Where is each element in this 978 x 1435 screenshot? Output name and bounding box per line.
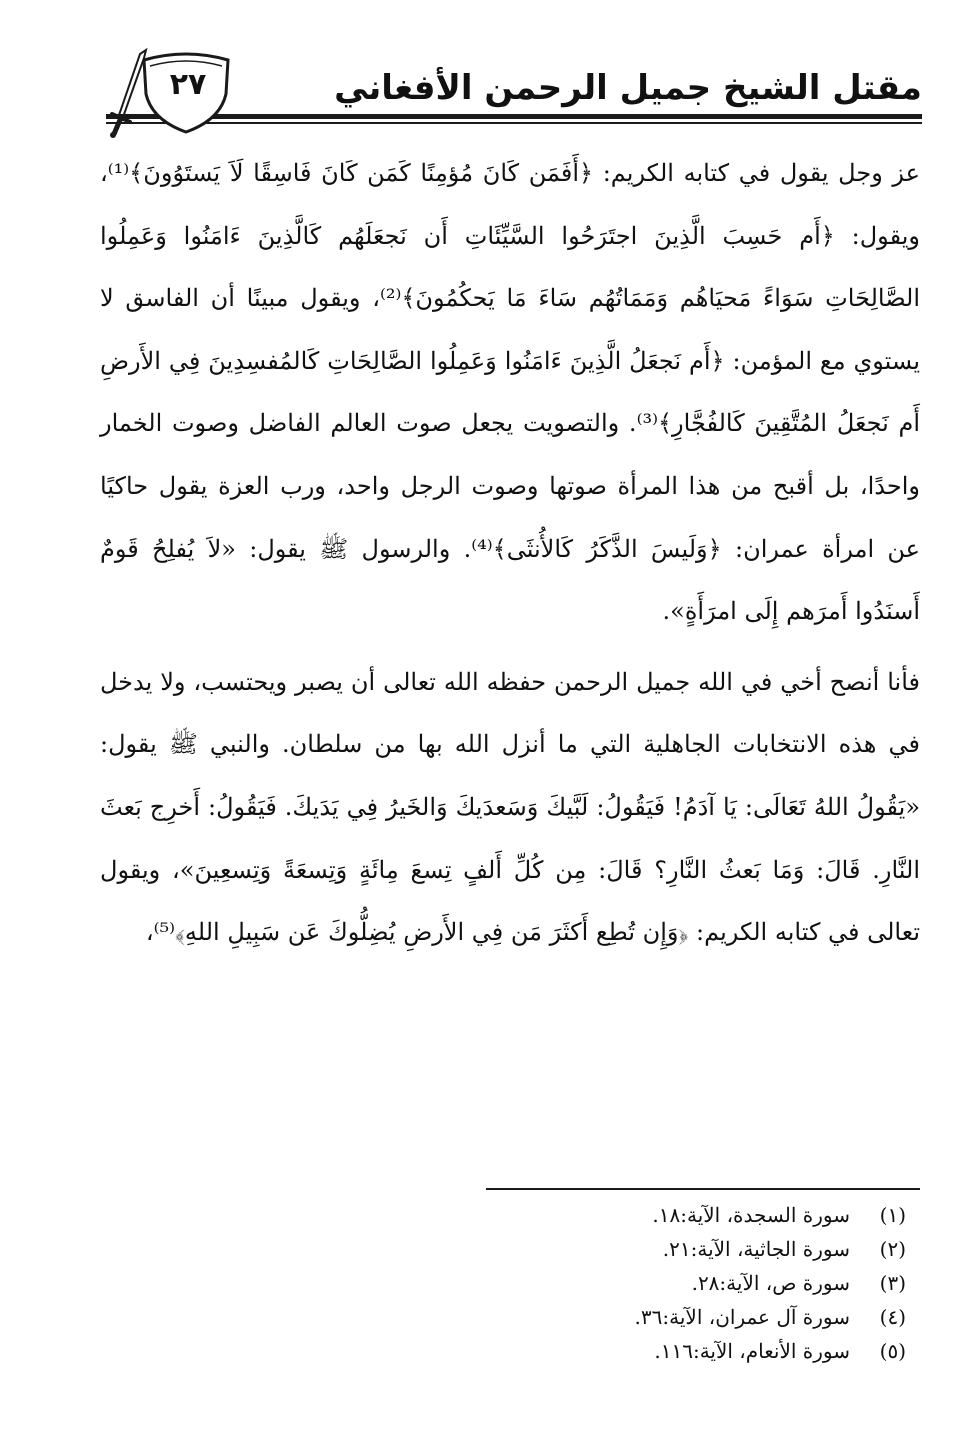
footnote: [486, 1198, 906, 1232]
footnotes-list: [486, 1198, 906, 1368]
footnote-text: سورة آل عمران، الآية:٣٦.: [634, 1305, 850, 1329]
page-number: ٢٧: [169, 67, 207, 102]
footnote: [486, 1266, 906, 1300]
footnote-text: سورة ص، الآية:٢٨.: [691, 1271, 850, 1295]
footnote-number: (٤): [879, 1305, 906, 1329]
footnote-separator: [486, 1188, 920, 1190]
footnote-text: سورة الأنعام، الآية:١١٦.: [654, 1339, 850, 1363]
page-number-badge: [140, 50, 232, 136]
paragraph: عز وجل يقول في كتابه الكريم: ﴿أَفَمَن كَانَ مُؤمِنًا كَمَن كَانَ فَاسِقًا لَاَ يَستَوُونَ﴾⁽¹⁾، ويقول: ﴿أَم حَسِبَ الَّذِينَ اجتَرَحُوا السَّيِّئَاتِ أَن نَجعَلَهُم كَالَّذِينَ ءَامَنُوا وَعَمِلُوا الصَّالِحَاتِ سَوَاءً مَحيَاهُم وَمَمَاتُهُم سَاءَ مَا يَحكُمُونَ﴾⁽²⁾، ويقول مبينًا أن الفاسق لا يستوي مع المؤمن: ﴿أَم نَجعَلُ الَّذِينَ ءَامَنُوا وَعَمِلُوا الصَّالِحَاتِ كَالمُفسِدِينَ فِي الأَرضِ أَم نَجعَلُ المُتَّقِينَ كَالفُجَّارِ﴾⁽³⁾. والتصويت يجعل صوت العالم الفاضل وصوت الخمار واحدًا، بل أقبح من هذا المرأة صوتها وصوت الرجل واحد، ورب العزة يقول حاكيًا عن امرأة عمران: ﴿وَلَيسَ الذَّكَرُ كَالأُنثَى﴾⁽⁴⁾. والرسول ﷺ يقول: «لاَ يُفلِحُ قَومٌ أَسنَدُوا أَمرَهم إِلَى امرَأَةٍ».: [100, 159, 921, 626]
main-text: [100, 142, 920, 964]
paragraph: فأنا أنصح أخي في الله جميل الرحمن حفظه الله تعالى أن يصبر ويحتسب، ولا يدخل في هذه الانتخابات الجاهلية التي ما أنزل الله بها من سلطان. والنبي ﷺ يقول: «يَقُولُ اللهُ تَعَالَى: يَا آدَمُ! فَيَقُولُ: لَبَّيكَ وَسَعدَيكَ وَالخَيرُ فِي يَدَيكَ. فَيَقُولُ: أَخرِج بَعثَ النَّارِ. قَالَ: وَمَا بَعثُ النَّارِ؟ قَالَ: مِن كُلِّ أَلفٍ تِسعَ مِائَةٍ وَتِسعَةً وَتِسعِينَ»، ويقول تعالى في كتابه الكريم: ﴿وَإِن تُطِع أَكثَرَ مَن فِي الأَرضِ يُضِلُّوكَ عَن سَبِيلِ اللهِ﴾⁽⁵⁾،: [100, 667, 920, 947]
footnote-number: (٥): [879, 1339, 906, 1363]
footnote-number: (٢): [879, 1237, 906, 1261]
footnote-number: (٣): [879, 1271, 906, 1295]
running-header: [100, 48, 922, 138]
footnote: [486, 1334, 906, 1368]
footnote-text: سورة الجاثية، الآية:٢١.: [662, 1237, 850, 1261]
book-title: مقتل الشيخ جميل الرحمن الأفغاني: [334, 68, 922, 108]
footnote-number: (١): [879, 1203, 906, 1227]
footnote-text: سورة السجدة، الآية:١٨.: [652, 1203, 850, 1227]
footnote: [486, 1300, 906, 1334]
footnote: [486, 1232, 906, 1266]
